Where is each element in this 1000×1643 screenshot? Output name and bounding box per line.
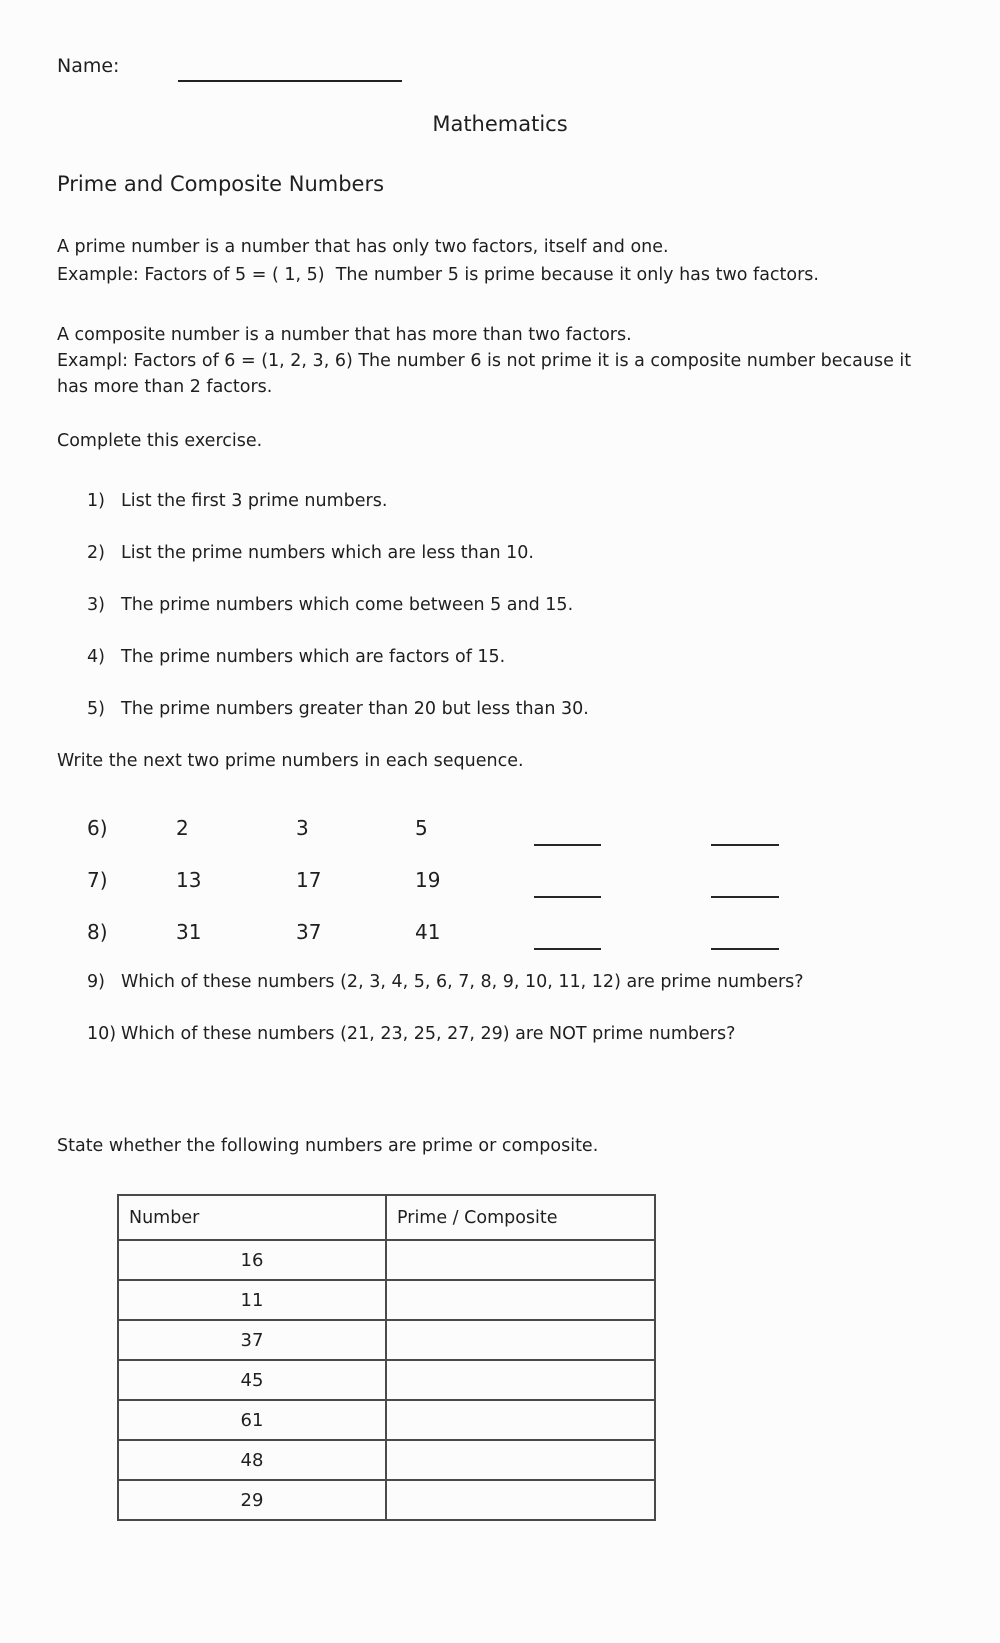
table-row	[118, 1320, 655, 1360]
question-number: 5)	[87, 699, 105, 719]
answer-cell[interactable]	[386, 1240, 655, 1280]
table-row	[118, 1240, 655, 1280]
sequence-label: 6)	[87, 816, 108, 840]
number-cell: 16	[118, 1240, 386, 1280]
sequence-row-8	[0, 918, 1000, 952]
sequence-value: 19	[415, 868, 441, 892]
question-1	[87, 487, 387, 515]
answer-cell[interactable]	[386, 1480, 655, 1520]
composite-example-line1: Exampl: Factors of 6 = (1, 2, 3, 6) The number 6 is not prime it is a composite number because it	[57, 351, 912, 371]
sequence-value: 5	[415, 816, 428, 840]
table-row	[118, 1480, 655, 1520]
composite-example-line2: has more than 2 factors.	[57, 377, 273, 397]
question-3	[87, 591, 573, 619]
question-number: 3)	[87, 595, 105, 615]
question-number: 2)	[87, 543, 105, 563]
sequence-value: 3	[296, 816, 309, 840]
number-cell: 61	[118, 1400, 386, 1440]
answer-blank[interactable]	[534, 866, 601, 898]
answer-blank[interactable]	[534, 814, 601, 846]
sequence-intro: Write the next two prime numbers in each sequence.	[57, 751, 524, 771]
table-row	[118, 1440, 655, 1480]
answer-cell[interactable]	[386, 1400, 655, 1440]
name-label: Name:	[57, 55, 120, 77]
page-title: Mathematics	[432, 112, 568, 136]
sequence-row-6	[0, 814, 1000, 848]
answer-cell[interactable]	[386, 1320, 655, 1360]
section-heading: Prime and Composite Numbers	[57, 172, 385, 196]
answer-cell[interactable]	[386, 1280, 655, 1320]
sequence-value: 13	[176, 868, 202, 892]
sequence-value: 17	[296, 868, 322, 892]
question-10	[87, 1020, 735, 1048]
composite-definition-line: A composite number is a number that has more than two factors.	[57, 325, 632, 345]
question-text: List the prime numbers which are less than 10.	[121, 543, 534, 563]
question-text: List the first 3 prime numbers.	[121, 491, 388, 511]
question-text: The prime numbers greater than 20 but less than 30.	[121, 699, 589, 719]
table-header-prime-composite: Prime / Composite	[386, 1195, 655, 1240]
question-text: The prime numbers which are factors of 15.	[121, 647, 506, 667]
answer-blank[interactable]	[711, 814, 779, 846]
number-cell: 29	[118, 1480, 386, 1520]
answer-cell[interactable]	[386, 1360, 655, 1400]
number-cell: 37	[118, 1320, 386, 1360]
prime-example-line: Example: Factors of 5 = ( 1, 5) The number 5 is prime because it only has two factors.	[57, 265, 819, 285]
table-intro: State whether the following numbers are prime or composite.	[57, 1136, 599, 1156]
question-5	[87, 695, 589, 723]
question-number: 4)	[87, 647, 105, 667]
table-header-row	[118, 1195, 655, 1240]
question-4	[87, 643, 505, 671]
exercise-intro: Complete this exercise.	[57, 431, 263, 451]
number-cell: 48	[118, 1440, 386, 1480]
number-cell: 45	[118, 1360, 386, 1400]
question-number: 9)	[87, 972, 105, 992]
answer-blank[interactable]	[534, 918, 601, 950]
question-2	[87, 539, 534, 567]
question-9	[87, 968, 804, 996]
question-text: Which of these numbers (2, 3, 4, 5, 6, 7, 8, 9, 10, 11, 12) are prime numbers?	[121, 972, 804, 992]
sequence-label: 8)	[87, 920, 108, 944]
question-number: 1)	[87, 491, 105, 511]
sequence-row-7	[0, 866, 1000, 900]
sequence-value: 31	[176, 920, 202, 944]
answer-blank[interactable]	[711, 918, 779, 950]
prime-composite-table	[117, 1194, 656, 1521]
sequence-label: 7)	[87, 868, 108, 892]
sequence-value: 2	[176, 816, 189, 840]
number-cell: 11	[118, 1280, 386, 1320]
sequence-value: 41	[415, 920, 441, 944]
table-row	[118, 1400, 655, 1440]
question-text: The prime numbers which come between 5 and 15.	[121, 595, 574, 615]
sequence-value: 37	[296, 920, 322, 944]
prime-definition-line: A prime number is a number that has only two factors, itself and one.	[57, 237, 669, 257]
name-blank-line[interactable]	[178, 52, 402, 82]
question-number: 10)	[87, 1024, 117, 1044]
answer-cell[interactable]	[386, 1440, 655, 1480]
answer-blank[interactable]	[711, 866, 779, 898]
table-header-number: Number	[118, 1195, 386, 1240]
table-row	[118, 1280, 655, 1320]
table-row	[118, 1360, 655, 1400]
question-text: Which of these numbers (21, 23, 25, 27, 29) are NOT prime numbers?	[121, 1024, 736, 1044]
